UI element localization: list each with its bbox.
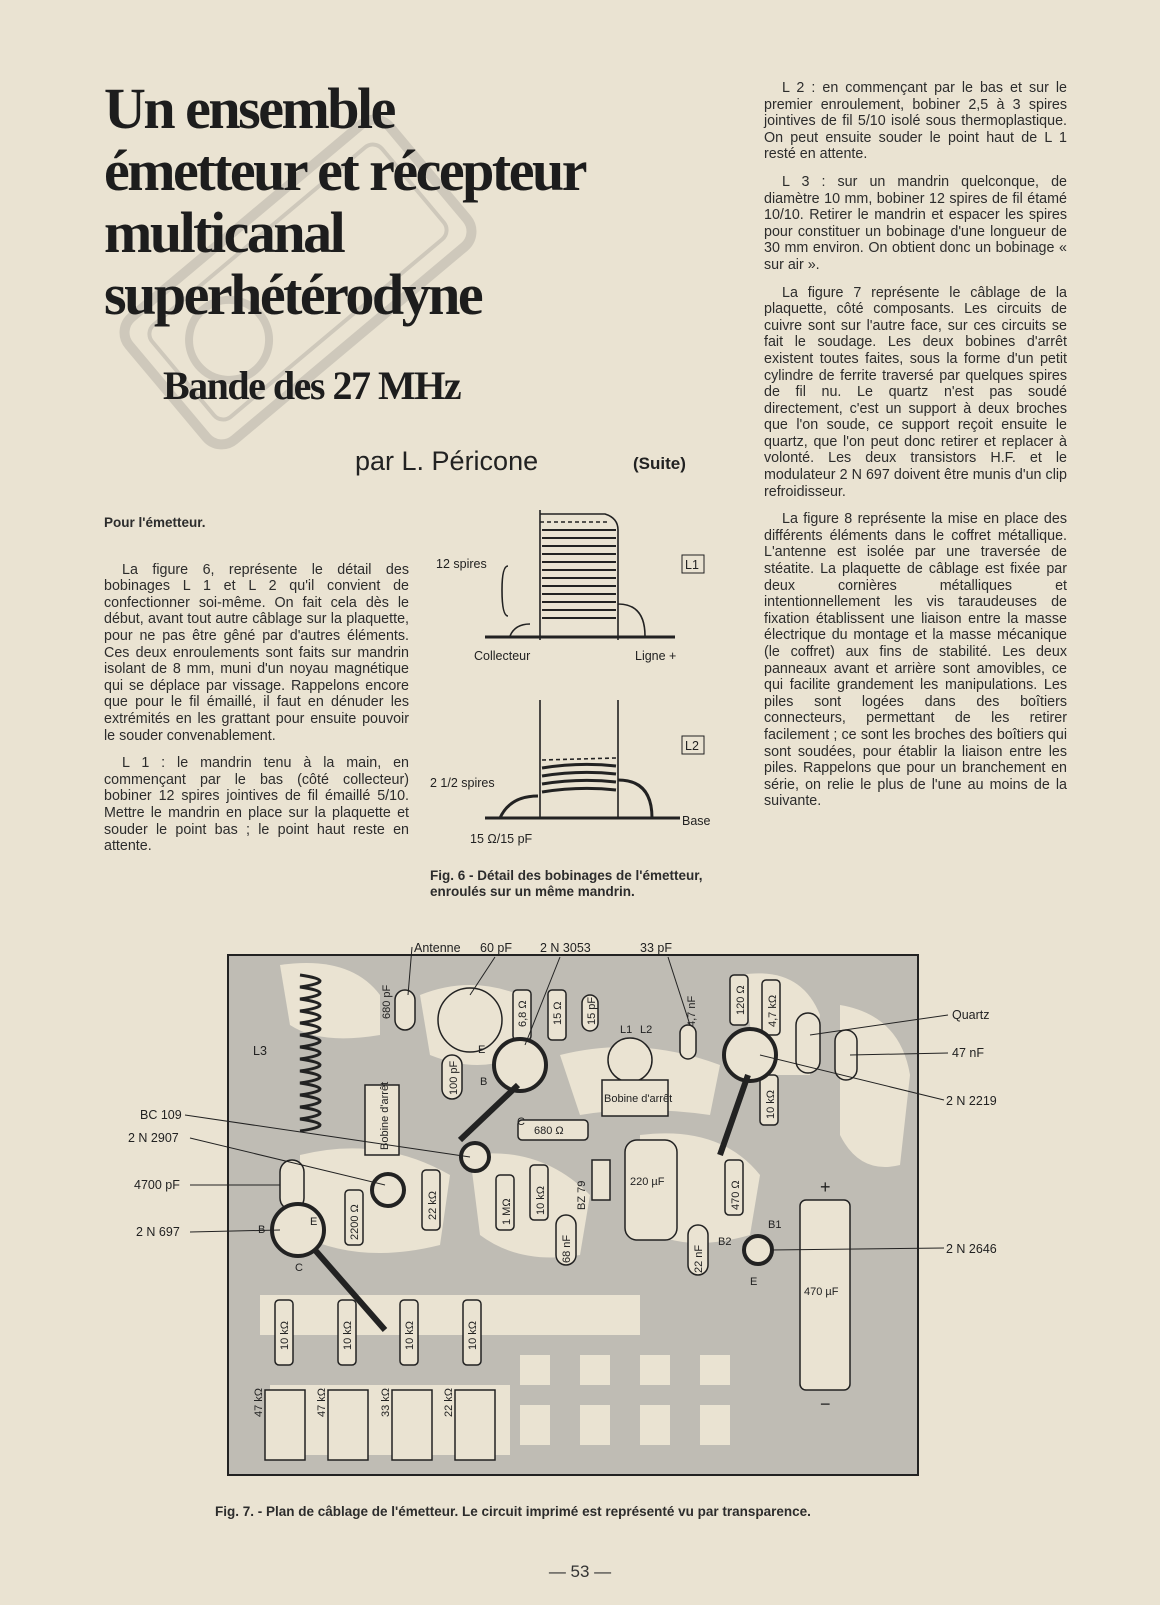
paragraph: L 3 : sur un mandrin quelconque, de diamètre 10 mm, bobiner 12 spires de fil étamé 10/10. Retirer le mandrin et espacer les spires pour constituer un bobinage d'une longueur de 30 mm environ. On obtient donc un bobinage « sur air ». bbox=[764, 173, 1067, 273]
l1-tag: L1 bbox=[685, 558, 699, 572]
component-label: B2 bbox=[718, 1236, 732, 1248]
trimmer-label: 33 kΩ bbox=[380, 1387, 392, 1417]
component-label: 15 Ω bbox=[552, 1001, 564, 1025]
component-label: 220 µF bbox=[630, 1176, 665, 1188]
capacitor-4-7nf bbox=[680, 1025, 696, 1059]
component-label: 10 kΩ bbox=[535, 1185, 547, 1215]
label-2n697: 2 N 697 bbox=[136, 1225, 180, 1239]
component-label: 680 Ω bbox=[534, 1125, 564, 1137]
title-line: superhétérodyne bbox=[104, 262, 482, 327]
l2-turns-label: 2 1/2 spires bbox=[430, 776, 495, 790]
collector-label: Collecteur bbox=[474, 649, 531, 663]
pin-label: C bbox=[295, 1262, 303, 1274]
l1-turns-label: 12 spires bbox=[436, 557, 487, 571]
component-label: 4,7 kΩ bbox=[767, 994, 779, 1027]
component-label: B1 bbox=[768, 1219, 782, 1231]
resistor-label: 10 kΩ bbox=[342, 1320, 354, 1350]
component-label: 2200 Ω bbox=[349, 1204, 361, 1240]
l1-coil bbox=[502, 510, 645, 640]
resistor-label: 10 kΩ bbox=[404, 1320, 416, 1350]
component-label: 68 nF bbox=[561, 1234, 573, 1263]
component-label: 6,8 Ω bbox=[517, 1000, 529, 1027]
label-quartz: Quartz bbox=[952, 1008, 990, 1022]
component-label: 680 pF bbox=[381, 984, 393, 1019]
trimmer-33-kohm bbox=[392, 1390, 432, 1460]
label-4700pf: 4700 pF bbox=[134, 1178, 180, 1192]
label-2n2219: 2 N 2219 bbox=[946, 1094, 997, 1108]
component-label: Bobine d'arrêt bbox=[604, 1093, 673, 1105]
component-label: 470 Ω bbox=[730, 1180, 742, 1210]
paragraph: La figure 8 représente la mise en place des différents éléments dans le coffret métallique. L'antenne est isolée par une traversée de stéatite. La plaquette de câblage est fixée par deux cornières métalliques et intentionnellement les vis taraudeuses de fixation établissent une liaison entre la masse électrique du montage et la masse mécanique (le coffret) aux fins de stabilité. Les deux panneaux avant et arrière sont amovibles, ce qui facilite grandement les manipulations. Les piles sont logées dans des boîtiers connecteurs, permettant de les retirer facilement ; ce sont les broches des boîtiers qui sont soudées, pour établir la liaison entre les piles. Rappelons que pour un branchement en série, on relie le plus de l'une au moins de la suivante. bbox=[764, 511, 1067, 810]
paragraph: La figure 6, représente le détail des bobinages L 1 et L 2 qu'il convient de confectionner soi-même. On fait cela dès le début, avant tout autre câblage sur la plaquette, pour ne pas être gêné par d'autres éléments. Ces deux enroulements sont faits sur mandrin isolant de 8 mm, muni d'un noyau magnétique qui se déplace par vissage. Rappelons encore que pour le fil émaillé, il faut en dénuder les extrémités en les grattant pour ensuite pouvoir le souder convenablement. bbox=[104, 561, 409, 744]
component-label: E bbox=[750, 1276, 758, 1288]
trimmer-label: 47 kΩ bbox=[316, 1387, 328, 1417]
trimmer-47-kohm-a bbox=[265, 1390, 305, 1460]
section-heading: Pour l'émetteur. bbox=[104, 515, 206, 530]
line-plus-label: Ligne + bbox=[635, 649, 677, 663]
component-label: L1 bbox=[620, 1024, 633, 1036]
zener-diode bbox=[592, 1160, 610, 1200]
pin-label: B bbox=[258, 1224, 266, 1236]
trimmer-capacitor-60pf bbox=[438, 988, 502, 1052]
label-60pf: 60 pF bbox=[480, 941, 512, 955]
component-label: 120 Ω bbox=[735, 985, 747, 1015]
component-label: 15 pF bbox=[586, 996, 598, 1025]
capacitor-680pf bbox=[395, 990, 415, 1030]
resistor-label: 15 Ω/15 pF bbox=[470, 832, 533, 846]
base-label: Base bbox=[682, 814, 711, 828]
component-label: 1 MΩ bbox=[501, 1198, 513, 1225]
label-2n3053: 2 N 3053 bbox=[540, 941, 591, 955]
paragraph: L 2 : en commençant par le bas et sur le premier enroulement, bobiner 2,5 à 3 spires jointives de fil 5/10 isolé sous thermoplastique. On peut ensuite souder le point haut de L 1 resté en attente. bbox=[764, 80, 1067, 163]
transistor-bc109 bbox=[461, 1143, 489, 1171]
trimmer-22-kohm bbox=[455, 1390, 495, 1460]
paragraph: L 1 : le mandrin tenu à la main, en commençant par le bas (côté collecteur) bobiner 12 spires jointives de fil émaillé 5/10. Mettre le mandrin en place sur la plaquette et souder le point bas ; le point haut reste en attente. bbox=[104, 755, 409, 855]
page-number: — 53 — bbox=[548, 1562, 612, 1581]
component-label: 4,7 nF bbox=[686, 995, 698, 1027]
pin-label: C bbox=[517, 1116, 525, 1128]
transistor-2n2646 bbox=[744, 1236, 772, 1264]
article-subtitle: Bande des 27 MHz bbox=[163, 363, 461, 408]
label-47nf: 47 nF bbox=[952, 1046, 984, 1060]
article-title bbox=[104, 78, 724, 326]
left-column bbox=[104, 515, 409, 866]
pin-label: E bbox=[478, 1044, 486, 1056]
title-line: Un ensemble bbox=[104, 76, 394, 141]
component-label: 100 pF bbox=[448, 1060, 460, 1095]
component-label: 10 kΩ bbox=[765, 1089, 777, 1119]
component-label: 470 µF bbox=[804, 1286, 839, 1298]
capacitor-220uf bbox=[625, 1140, 677, 1240]
l2-tag: L2 bbox=[685, 739, 699, 753]
label-33pf: 33 pF bbox=[640, 941, 672, 955]
title-line: multicanal bbox=[104, 200, 344, 265]
component-label: L2 bbox=[640, 1024, 653, 1036]
pin-label: E bbox=[310, 1216, 318, 1228]
component-label: + bbox=[820, 1177, 831, 1197]
byline: par L. Péricone bbox=[355, 446, 539, 476]
transistor-2n2907 bbox=[372, 1174, 404, 1206]
resistor-label: 10 kΩ bbox=[279, 1320, 291, 1350]
figure-7-caption: Fig. 7. - Plan de câblage de l'émetteur. Le circuit imprimé est représenté vu par transparence. bbox=[215, 1504, 811, 1519]
label-2n2646: 2 N 2646 bbox=[946, 1242, 997, 1256]
trimmer-47-kohm-b bbox=[328, 1390, 368, 1460]
antenna-label: Antenne bbox=[414, 941, 461, 955]
transistor-2n3053 bbox=[494, 1039, 546, 1091]
trimmer-label: 47 kΩ bbox=[253, 1387, 265, 1417]
transistor-2n2219 bbox=[724, 1029, 776, 1081]
label-2n2907: 2 N 2907 bbox=[128, 1131, 179, 1145]
label-bc109: BC 109 bbox=[140, 1108, 182, 1122]
trimmer-label: 22 kΩ bbox=[443, 1387, 455, 1417]
resistor-label: 10 kΩ bbox=[467, 1320, 479, 1350]
figure-6-coil-diagram bbox=[430, 500, 740, 860]
paragraph: La figure 7 représente le câblage de la plaquette, côté composants. Les circuits de cuivre sont sur l'autre face, sur ces circuits se fait le soudage. Les deux bobines d'arrêt existent toutes faites, sous la forme d'un petit cylindre de ferrite traversé par quelques spires de fil nu. Le quartz n'est pas soudé directement, c'est un support à deux broches que l'on soude, ce support reçoit ensuite le quartz, que l'on peut donc retirer et replacer à volonté. Les deux transistors H.F. et le modulateur 2 N 697 doivent être munis d'un clip refroidisseur. bbox=[764, 284, 1067, 500]
suite-label: (Suite) bbox=[633, 454, 686, 473]
title-line: émetteur et récepteur bbox=[104, 138, 585, 203]
l3-label: L3 bbox=[253, 1044, 267, 1058]
l2-coil bbox=[500, 700, 652, 818]
right-column bbox=[764, 80, 1067, 821]
component-label: 22 nF bbox=[693, 1244, 705, 1273]
component-label: BZ 79 bbox=[576, 1180, 588, 1210]
component-label: 22 kΩ bbox=[427, 1190, 439, 1220]
pin-label: B bbox=[480, 1076, 488, 1088]
component-label: − bbox=[820, 1394, 831, 1414]
figure-7-wiring-plan bbox=[120, 935, 1040, 1490]
component-label: Bobine d'arrêt bbox=[379, 1081, 391, 1150]
coil-l1-l2 bbox=[608, 1038, 652, 1082]
quartz-crystal bbox=[796, 1013, 820, 1073]
figure-6-caption: Fig. 6 - Détail des bobinages de l'émetteur, enroulés sur un même mandrin. bbox=[430, 868, 703, 899]
